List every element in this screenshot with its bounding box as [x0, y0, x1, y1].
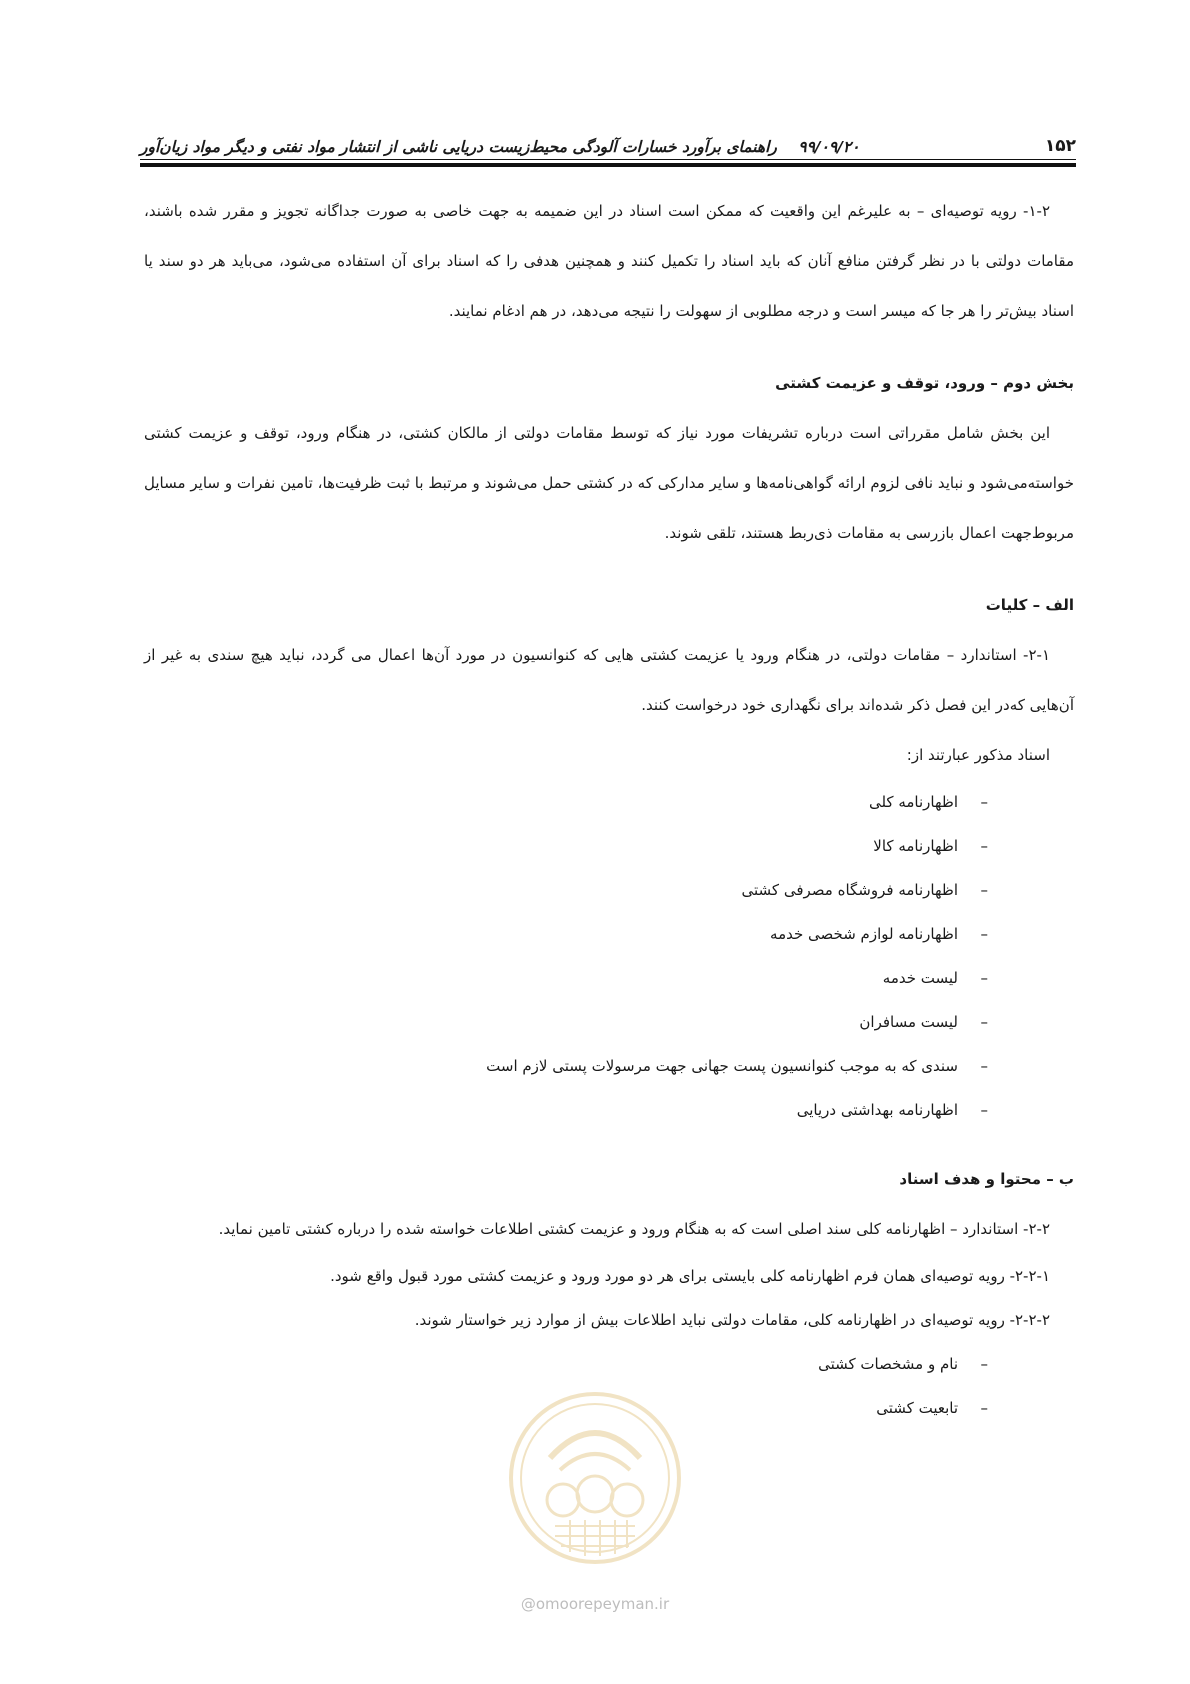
- section-2-intro: این بخش شامل مقرراتی است درباره تشریفات مورد نیاز که توسط مقامات دولتی از مالکان کشتی، در هنگام ورود، توقف و عزیمت کشتی خواسته‌می‌شود و نباید نافی لزوم ارائه گواهی‌نامه‌ها و سایر مدارکی که در کشتی حمل می‌شوند و مرتبط با ثبت ظرفیت‌ها، تامین نفرات و سایر مسایل مربوط‌جهت اعمال بازرسی به مقامات ذی‌ربط هستند، تلقی شوند.: [144, 424, 1074, 542]
- dash-mark: –: [980, 1355, 988, 1373]
- page-number: ۱۵۲: [1044, 136, 1076, 156]
- section-2-heading: بخش دوم – ورود، توقف و عزیمت کشتی: [775, 374, 1074, 392]
- header-rule-thick: [140, 163, 1076, 167]
- paragraph-2-2: ۲-۲- استاندارد – اظهارنامه کلی سند اصلی است که به هنگام ورود و عزیمت کشتی اطلاعات خواسته شده را درباره کشتی تامین نماید.: [218, 1220, 1050, 1238]
- documents-intro: اسناد مذکور عبارتند از:: [906, 746, 1050, 764]
- subsection-a-heading: الف – کلیات: [985, 596, 1074, 614]
- running-title: [140, 138, 860, 156]
- dash-mark: –: [980, 1399, 988, 1417]
- dash-mark: –: [980, 969, 988, 987]
- header-rule-thin: [140, 159, 1076, 160]
- dash-mark: –: [980, 1101, 988, 1119]
- list-item: –تابعیت کشتی: [144, 1386, 988, 1430]
- list-item: –نام و مشخصات کشتی: [144, 1342, 988, 1386]
- list-item: –اظهارنامه کالا: [144, 824, 988, 868]
- dash-mark: –: [980, 793, 988, 811]
- documents-list: [144, 780, 1074, 1132]
- subsection-b-heading: ب – محتوا و هدف اسناد: [899, 1170, 1074, 1188]
- watermark-url: @omoorepeyman.ir: [520, 1595, 670, 1613]
- list-item: –لیست خدمه: [144, 956, 988, 1000]
- paragraph-2-2-1: ۲-۲-۱- رویه توصیه‌ای همان فرم اظهارنامه کلی بایستی برای هر دو مورد ورود و عزیمت کشتی مورد قبول واقع شود.: [330, 1267, 1050, 1285]
- dash-mark: –: [980, 881, 988, 899]
- dash-mark: –: [980, 1057, 988, 1075]
- running-header: [140, 122, 1076, 156]
- dash-mark: –: [980, 837, 988, 855]
- document-body: [144, 186, 1074, 1430]
- header-title: راهنمای برآورد خسارات آلودگی محیط‌زیست دریایی ناشی از انتشار مواد نفتی و دیگر مواد زیان‌آور: [140, 138, 777, 156]
- list-item: –اظهارنامه بهداشتی دریایی: [144, 1088, 988, 1132]
- paragraph-2-1: ۲-۱- استاندارد – مقامات دولتی، در هنگام ورود یا عزیمت کشتی هایی که کنوانسیون در مورد آن‌ها اعمال می گردد، نباید هیچ سندی به غیر از آن‌هایی که‌در این فصل ذکر شده‌اند برای نگهداری خود درخواست کنند.: [144, 646, 1074, 714]
- list-item: –اظهارنامه فروشگاه مصرفی کشتی: [144, 868, 988, 912]
- paragraph-1-2: ۱-۲- رویه توصیه‌ای – به علیرغم این واقعیت که ممکن است اسناد در این ضمیمه به جهت خاصی به صورت جداگانه تجویز و مقرر شده باشند، مقامات دولتی با در نظر گرفتن منافع آنان که باید اسناد را تکمیل کنند و همچنین هدفی را که اسناد برای آن استفاده می‌شود، می‌باید هر دو سند یا اسناد بیش‌تر را هر جا که میسر است و درجه مطلوبی از سهولت را نتیجه می‌دهد، در هم ادغام نمایند.: [144, 202, 1074, 320]
- list-item: –اظهارنامه کلی: [144, 780, 988, 824]
- header-date: ۹۹/۰۹/۲۰: [798, 138, 860, 156]
- list-item: –اظهارنامه لوازم شخصی خدمه: [144, 912, 988, 956]
- list-item: –سندی که به موجب کنوانسیون پست جهانی جهت مرسولات پستی لازم است: [144, 1044, 988, 1088]
- paragraph-2-2-2: ۲-۲-۲- رویه توصیه‌ای در اظهارنامه کلی، مقامات دولتی نباید اطلاعات بیش از موارد زیر خواستار شوند.: [414, 1311, 1050, 1329]
- list-item: –لیست مسافران: [144, 1000, 988, 1044]
- dash-mark: –: [980, 1013, 988, 1031]
- watermark-seal: [505, 1388, 685, 1568]
- dash-mark: –: [980, 925, 988, 943]
